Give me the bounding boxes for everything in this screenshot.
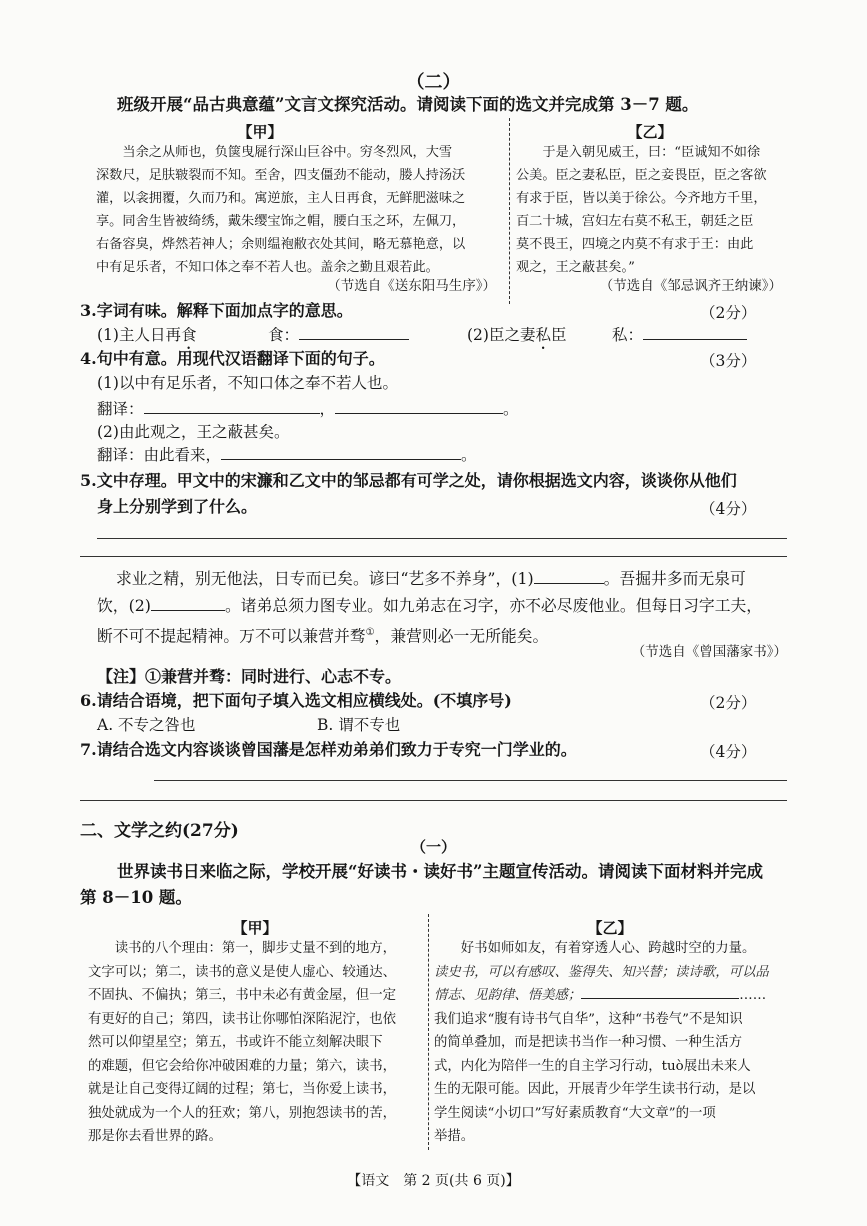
q6-option-b[interactable]: B. 谓不专也 (317, 716, 401, 734)
part2-yi-line-9: 举措。 (434, 1129, 475, 1144)
q4-t2-end: 。 (461, 446, 477, 464)
q7-stem: 7.请结合选文内容谈谈曾国藩是怎样劝弟弟们致力于专究一门学业的。 (80, 740, 577, 759)
q3-item-2-suffix: 臣 (550, 326, 567, 344)
q4-blank-1a[interactable] (144, 397, 320, 414)
q5-answer-line-2[interactable] (80, 556, 787, 557)
passage-c-line-3 (97, 619, 548, 650)
q3-answer-1-label: 食： (268, 326, 300, 344)
page-footer: 【语文 第 2 页(共 6 页)】 (347, 1173, 520, 1189)
part2-yi-line-5: 的简单叠加，而是把读书当作一种习惯、一种生活方 (434, 1035, 742, 1050)
part2-yi-line-3a: 情志、见韵律、悟美感； (434, 988, 582, 1003)
part2-jia-line-7: 就是让自己变得辽阔的过程；第七，当你爱上读书， (88, 1082, 396, 1097)
part2-yi-passage (434, 937, 786, 1149)
q3-answer-2-label: 私： (612, 326, 644, 344)
section-title: （二） (406, 72, 461, 93)
passage-c-note-mark: ① (365, 627, 375, 638)
q4-t1-comma: ， (319, 400, 336, 418)
passage-c-source: （节选自《曾国藩家书》） (631, 644, 787, 660)
q4-translation-2 (97, 442, 477, 469)
q3-item-2-prefix: (2)臣之妻 (467, 326, 536, 344)
part2-yi-line-8: 学生阅读“小切口”写好素质教育“大文章”的一项 (434, 1105, 716, 1121)
q4-t1-end: 。 (503, 400, 519, 418)
yi-line-3: 有求于臣，皆以美于徐公。今齐地方千里， (516, 191, 767, 206)
q3-item-2-dot: 私 (535, 326, 551, 344)
jia-line-6: 中有足乐者，不知口体之奉不若人也。盖余之勤且艰若此。 (96, 260, 439, 275)
part2-subtitle: （一） (410, 838, 456, 856)
part2-jia-line-4: 有更好的自己；第四，读书让你哪怕深陷泥泞，也依 (88, 1011, 396, 1027)
part2-jia-passage (88, 937, 424, 1149)
yi-passage (516, 141, 788, 279)
jia-passage (96, 141, 504, 279)
q6-score: （2分） (700, 694, 757, 712)
part2-yi-line-2: 读史书，可以有感叹、鉴得失、知兴替；读诗歌，可以品 (434, 964, 769, 980)
yi-line-5: 莫不畏王，四境之内莫不有求于王：由此 (516, 237, 754, 252)
q4-sentence-1: (1)以中有足乐者，不知口体之奉不若人也。 (97, 374, 398, 392)
part2-title: 二、文学之约(27分) (80, 821, 239, 841)
q4-score: （3分） (700, 352, 757, 370)
q3-blank-2[interactable] (643, 323, 747, 340)
part2-yi-line-3 (434, 984, 786, 1008)
q6-option-a[interactable]: A. 不专之咎也 (97, 716, 196, 734)
divider-1 (509, 118, 510, 304)
passage-c-line-2a: 饮，(2) (97, 596, 151, 615)
section-intro: 班级开展“品古典意蕴”文言文探究活动。请阅读下面的选文并完成第 3－7 题。 (117, 95, 699, 114)
jia-line-1: 当余之从师也，负箧曳屣行深山巨谷中。穷冬烈风，大雪 (122, 145, 453, 160)
passage-c-note: 【注】①兼营并骛：同时进行、心志不专。 (97, 667, 402, 686)
part2-yi-label: 【乙】 (587, 919, 633, 937)
q3-stem: 3.字词有味。解释下面加点字的意思。 (80, 301, 353, 320)
yi-label: 【乙】 (627, 123, 673, 141)
q7-score: （4分） (700, 743, 757, 761)
jia-line-2: 深数尺，足肤皲裂而不知。至舍，四支僵劲不能动，媵人持汤沃 (96, 168, 466, 183)
jia-line-3: 灌，以衾拥覆，久而乃和。寓逆旅，主人日再食，无鲜肥滋味之 (96, 191, 466, 206)
part2-intro-1: 世界读书日来临之际，学校开展“好读书・读好书”主题宣传活动。请阅读下面材料并完成 (117, 862, 763, 881)
q3-blank-1[interactable] (299, 323, 409, 340)
q3-item-1-prefix: (1)主人日再 (97, 326, 181, 344)
passage-c-blank-1[interactable] (534, 567, 604, 584)
part2-jia-line-2: 文字可以；第二，读书的意义是使人虚心、较通达、 (88, 964, 396, 980)
part2-jia-line-6: 的难题，但它会给你冲破困难的力量；第六，读书， (88, 1058, 396, 1074)
yi-line-2: 公美。臣之妻私臣，臣之妾畏臣，臣之客欲 (516, 168, 767, 183)
q5-score: （4分） (700, 500, 757, 518)
yi-line-6: 观之，王之蔽甚矣。” (516, 260, 635, 275)
q6-stem: 6.请结合语境，把下面句子填入选文相应横线处。(不填序号) (80, 691, 512, 710)
part2-jia-line-8: 独处就成为一个人的狂欢；第八，别抱怨读书的苦， (88, 1105, 396, 1121)
q4-blank-2[interactable] (221, 443, 461, 460)
part2-yi-line-1: 好书如师如友，有着穿透人心、跨越时空的力量。 (460, 941, 756, 956)
part2-intro-2: 第 8－10 题。 (80, 888, 192, 907)
jia-label: 【甲】 (237, 123, 283, 141)
part2-jia-line-9: 那是你去看世界的路。 (88, 1129, 222, 1144)
q4-stem: 4.句中有意。用现代汉语翻译下面的句子。 (80, 349, 385, 368)
part2-yi-line-4: 我们追求“腹有诗书气自华”，这种“书卷气”不是知识 (434, 1011, 743, 1027)
passage-c-line-1b: 。吾掘井多而无泉可 (603, 569, 746, 588)
yi-source: （节选自《邹忌讽齐王纳谏》） (599, 278, 782, 294)
q3-answer-2 (612, 322, 747, 349)
passage-c-line-2 (97, 592, 762, 620)
q3-item-1-dot: 食 (180, 326, 197, 344)
q4-t1-label: 翻译： (97, 400, 144, 418)
q5-line-2: 身上分别学到了什么。 (97, 497, 258, 516)
passage-c-line-2b: 。诸弟总须力图专业。如九弟志在习字，亦不必尽废他业。但每日习字工夫， (224, 596, 763, 615)
jia-line-5: 右备容臭，烨然若神人；余则缊袍敝衣处其间，略无慕艳意，以 (96, 237, 466, 252)
q4-sentence-2: (2)由此观之，王之蔽甚矣。 (97, 423, 290, 441)
passage-c-line-3b: ，兼营则必一无所能矣。 (374, 626, 549, 646)
part2-yi-line-6: 式，内化为陪伴一生的自主学习行动，tuò展出未来人 (434, 1058, 751, 1074)
q3-score: （2分） (700, 304, 757, 322)
yi-line-1: 于是入朝见威王，曰：“臣诚知不如徐 (542, 145, 761, 160)
part2-jia-line-3: 不固执、不偏执；第三，书中未必有黄金屋，但一定 (88, 988, 396, 1003)
passage-c-line-1a: 求业之精，别无他法，日专而已矣。谚曰“艺多不养身”，(1) (116, 569, 534, 588)
part2-yi-line-3b: …… (739, 988, 767, 1003)
jia-line-4: 享。同舍生皆被绮绣，戴朱缨宝饰之帽，腰白玉之环，左佩刀， (96, 214, 466, 229)
passage-c-line-1 (116, 565, 746, 593)
yi-line-4: 百二十城，宫妇左右莫不私王，朝廷之臣 (516, 214, 754, 229)
q3-item-2 (467, 322, 567, 353)
q5-answer-line-1[interactable] (97, 538, 787, 539)
jia-source: （节选自《送东阳马生序》） (327, 278, 496, 294)
q7-answer-line-2[interactable] (80, 800, 787, 801)
part2-yi-line-7: 生的无限可能。因此，开展青少年学生读书行动，是以 (434, 1082, 756, 1097)
part2-jia-label: 【甲】 (232, 919, 278, 937)
divider-2 (428, 914, 429, 1150)
part2-jia-line-5: 然可以仰望星空；第五，书或许不能立刻解决眼下 (88, 1035, 383, 1050)
part2-jia-line-1: 读书的八个理由：第一，脚步丈量不到的地方， (114, 941, 396, 956)
q4-blank-1b[interactable] (335, 397, 503, 414)
q7-answer-line-1[interactable] (154, 780, 787, 781)
passage-c-line-3a: 断不可不提起精神。万不可以兼营并骛 (97, 626, 366, 646)
part2-yi-blank[interactable] (581, 985, 739, 999)
q4-t2-text: 翻译：由此看来， (97, 446, 222, 464)
q5-line-1: 5.文中存理。甲文中的宋濂和乙文中的邹忌都有可学之处，请你根据选文内容，谈谈你从他们 (80, 471, 737, 490)
passage-c-blank-2[interactable] (151, 594, 225, 611)
